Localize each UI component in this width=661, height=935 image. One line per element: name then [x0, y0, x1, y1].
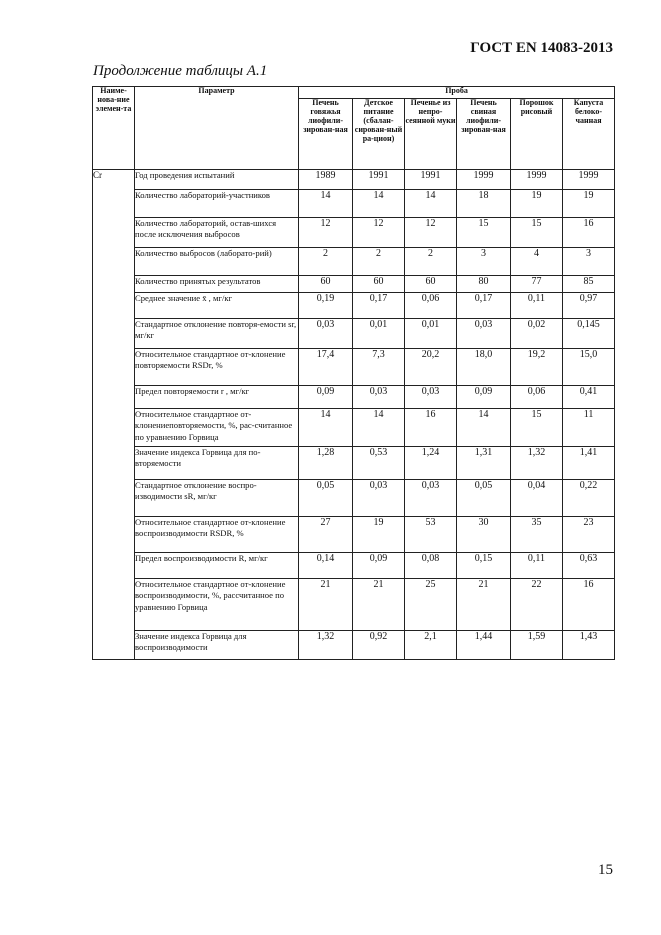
table-cell-value: 2 — [353, 248, 405, 276]
parameter-label: Количество лабораторий, остав-шихся после исключения выбросов — [135, 218, 299, 248]
table-cell-value: 14 — [299, 409, 353, 447]
table-row — [93, 480, 615, 517]
table-row — [93, 579, 615, 631]
table-cell-value: 14 — [457, 409, 511, 447]
table-row — [93, 409, 615, 447]
table-cell-value: 14 — [299, 190, 353, 218]
sample-header-wholemeal-biscuit: Печенье из непро-сеянной муки — [405, 99, 457, 170]
parameter-label: Значение индекса Горвица для по-вторяемости — [135, 447, 299, 480]
table-row — [93, 349, 615, 386]
table-cell-value: 0,15 — [457, 553, 511, 579]
parameter-label: Среднее значение x̄ , мг/кг — [135, 293, 299, 319]
table-cell-value: 1,32 — [511, 447, 563, 480]
table-cell-value: 19 — [511, 190, 563, 218]
table-cell-value: 0,22 — [563, 480, 615, 517]
parameter-label: Стандартное отклонение воспро-изводимости sR, мг/кг — [135, 480, 299, 517]
table-cell-value: 0,41 — [563, 386, 615, 409]
sample-header-white-cabbage: Капуста белоко-чанная — [563, 99, 615, 170]
table-cell-value: 0,63 — [563, 553, 615, 579]
table-cell-value: 25 — [405, 579, 457, 631]
parameter-label: Предел воспроизводимости R, мг/кг — [135, 553, 299, 579]
table-cell-value: 14 — [405, 190, 457, 218]
column-header-parameter: Параметр — [135, 87, 299, 170]
table-cell-value: 16 — [563, 579, 615, 631]
table-cell-value: 60 — [299, 276, 353, 293]
table-cell-value: 2 — [405, 248, 457, 276]
table-cell-value: 1999 — [563, 170, 615, 190]
parameter-label: Значение индекса Горвица для воспроизводимости — [135, 631, 299, 660]
parameter-label: Количество принятых результатов — [135, 276, 299, 293]
table-cell-value: 1989 — [299, 170, 353, 190]
table-cell-value: 53 — [405, 517, 457, 553]
table-cell-value: 0,11 — [511, 553, 563, 579]
table-row — [93, 447, 615, 480]
table-cell-value: 0,145 — [563, 319, 615, 349]
table-cell-value: 16 — [405, 409, 457, 447]
table-cell-value: 0,17 — [457, 293, 511, 319]
table-row — [93, 553, 615, 579]
parameter-label: Количество лабораторий-участников — [135, 190, 299, 218]
table-cell-value: 2 — [299, 248, 353, 276]
table-cell-value: 0,09 — [299, 386, 353, 409]
parameter-label: Относительное стандартное от-клонениеповторяемости, %, рас-считанное по уравнению Горвица — [135, 409, 299, 447]
table-cell-value: 1,28 — [299, 447, 353, 480]
sample-header-beef-liver: Печень говяжья лиофили-зирован-ная — [299, 99, 353, 170]
table-cell-value: 0,03 — [405, 386, 457, 409]
table-cell-value: 12 — [353, 218, 405, 248]
table-row — [93, 276, 615, 293]
table-cell-value: 16 — [563, 218, 615, 248]
table-row — [93, 218, 615, 248]
sample-header-rice-powder: Порошок рисовый — [511, 99, 563, 170]
table-cell-value: 0,14 — [299, 553, 353, 579]
table-cell-value: 3 — [457, 248, 511, 276]
table-cell-value: 77 — [511, 276, 563, 293]
table-cell-value: 14 — [353, 409, 405, 447]
table-cell-value: 1,43 — [563, 631, 615, 660]
table-cell-value: 15 — [511, 409, 563, 447]
table-cell-value: 0,53 — [353, 447, 405, 480]
table-cell-value: 15 — [457, 218, 511, 248]
table-cell-value: 1,31 — [457, 447, 511, 480]
sample-header-pig-liver: Печень свиная лиофили-зирован-ная — [457, 99, 511, 170]
table-cell-value: 21 — [353, 579, 405, 631]
table-cell-value: 1,44 — [457, 631, 511, 660]
table-row — [93, 319, 615, 349]
table-caption: Продолжение таблицы А.1 — [93, 63, 268, 79]
table-cell-value: 18 — [457, 190, 511, 218]
parameter-label: Относительное стандартное от-клонение воспроизводимости, %, рассчитанное по уравнению Горвица — [135, 579, 299, 631]
document-code: ГОСТ EN 14083-2013 — [470, 40, 613, 56]
table-row — [93, 517, 615, 553]
table-cell-value: 1,59 — [511, 631, 563, 660]
table-cell-value: 0,19 — [299, 293, 353, 319]
table-cell-value: 1999 — [457, 170, 511, 190]
table-row — [93, 293, 615, 319]
table-cell-value: 1,41 — [563, 447, 615, 480]
table-cell-value: 23 — [563, 517, 615, 553]
table-cell-value: 0,04 — [511, 480, 563, 517]
table-cell-value: 18,0 — [457, 349, 511, 386]
table-cell-value: 12 — [299, 218, 353, 248]
table-cell-value: 15,0 — [563, 349, 615, 386]
data-table — [92, 86, 615, 660]
table-row — [93, 170, 615, 190]
table-cell-value: 1991 — [353, 170, 405, 190]
table-cell-value: 0,11 — [511, 293, 563, 319]
table-cell-value: 21 — [299, 579, 353, 631]
table-cell-value: 60 — [353, 276, 405, 293]
parameter-label: Относительное стандартное от-клонение повторяемости RSDr, % — [135, 349, 299, 386]
table-cell-value: 0,97 — [563, 293, 615, 319]
column-header-probe: Проба — [299, 87, 615, 99]
table-cell-value: 2,1 — [405, 631, 457, 660]
sample-header-baby-food: Детское питание (сбалан-сирован-ный ра-цион) — [353, 99, 405, 170]
column-header-element-name: Наиме-нова-ние элемен-та — [93, 87, 135, 170]
table-cell-value: 0,06 — [511, 386, 563, 409]
table-cell-value: 0,09 — [457, 386, 511, 409]
table-cell-value: 0,05 — [299, 480, 353, 517]
table-cell-value: 19 — [563, 190, 615, 218]
table-cell-value: 19 — [353, 517, 405, 553]
table-cell-value: 0,03 — [405, 480, 457, 517]
table-cell-value: 21 — [457, 579, 511, 631]
table-cell-value: 1999 — [511, 170, 563, 190]
table-cell-value: 0,03 — [299, 319, 353, 349]
table-cell-value: 19,2 — [511, 349, 563, 386]
table-cell-value: 1991 — [405, 170, 457, 190]
table-row — [93, 386, 615, 409]
parameter-label: Относительное стандартное от-клонение воспроизводимости RSDR, % — [135, 517, 299, 553]
table-cell-value: 0,17 — [353, 293, 405, 319]
page-number: 15 — [598, 862, 613, 878]
table-row — [93, 248, 615, 276]
table-cell-value: 80 — [457, 276, 511, 293]
table-row — [93, 190, 615, 218]
table-cell-value: 3 — [563, 248, 615, 276]
parameter-label: Стандартное отклонение повторя-емости sr, мг/кг — [135, 319, 299, 349]
table-row — [93, 631, 615, 660]
table-cell-value: 4 — [511, 248, 563, 276]
table-cell-value: 30 — [457, 517, 511, 553]
parameter-label: Год проведения испытаний — [135, 170, 299, 190]
table-cell-value: 0,08 — [405, 553, 457, 579]
table-cell-value: 27 — [299, 517, 353, 553]
table-cell-value: 7,3 — [353, 349, 405, 386]
table-cell-value: 0,92 — [353, 631, 405, 660]
table-cell-value: 1,24 — [405, 447, 457, 480]
parameter-label: Количество выбросов (лаборато-рий) — [135, 248, 299, 276]
table-cell-value: 0,09 — [353, 553, 405, 579]
table-cell-value: 15 — [511, 218, 563, 248]
table-cell-value: 14 — [353, 190, 405, 218]
table-cell-value: 0,01 — [405, 319, 457, 349]
table-cell-value: 85 — [563, 276, 615, 293]
table-cell-value: 12 — [405, 218, 457, 248]
table-cell-value: 35 — [511, 517, 563, 553]
table-cell-value: 0,05 — [457, 480, 511, 517]
table-cell-value: 60 — [405, 276, 457, 293]
table-cell-value: 0,06 — [405, 293, 457, 319]
table-cell-value: 1,32 — [299, 631, 353, 660]
table-cell-value: 0,01 — [353, 319, 405, 349]
parameter-label: Предел повторяемости r , мг/кг — [135, 386, 299, 409]
table-cell-value: 0,03 — [457, 319, 511, 349]
table-cell-value: 22 — [511, 579, 563, 631]
table-cell-value: 20,2 — [405, 349, 457, 386]
element-symbol: Cr — [93, 170, 135, 660]
table-cell-value: 0,02 — [511, 319, 563, 349]
table-cell-value: 0,03 — [353, 386, 405, 409]
table-cell-value: 17,4 — [299, 349, 353, 386]
table-cell-value: 0,03 — [353, 480, 405, 517]
table-cell-value: 11 — [563, 409, 615, 447]
